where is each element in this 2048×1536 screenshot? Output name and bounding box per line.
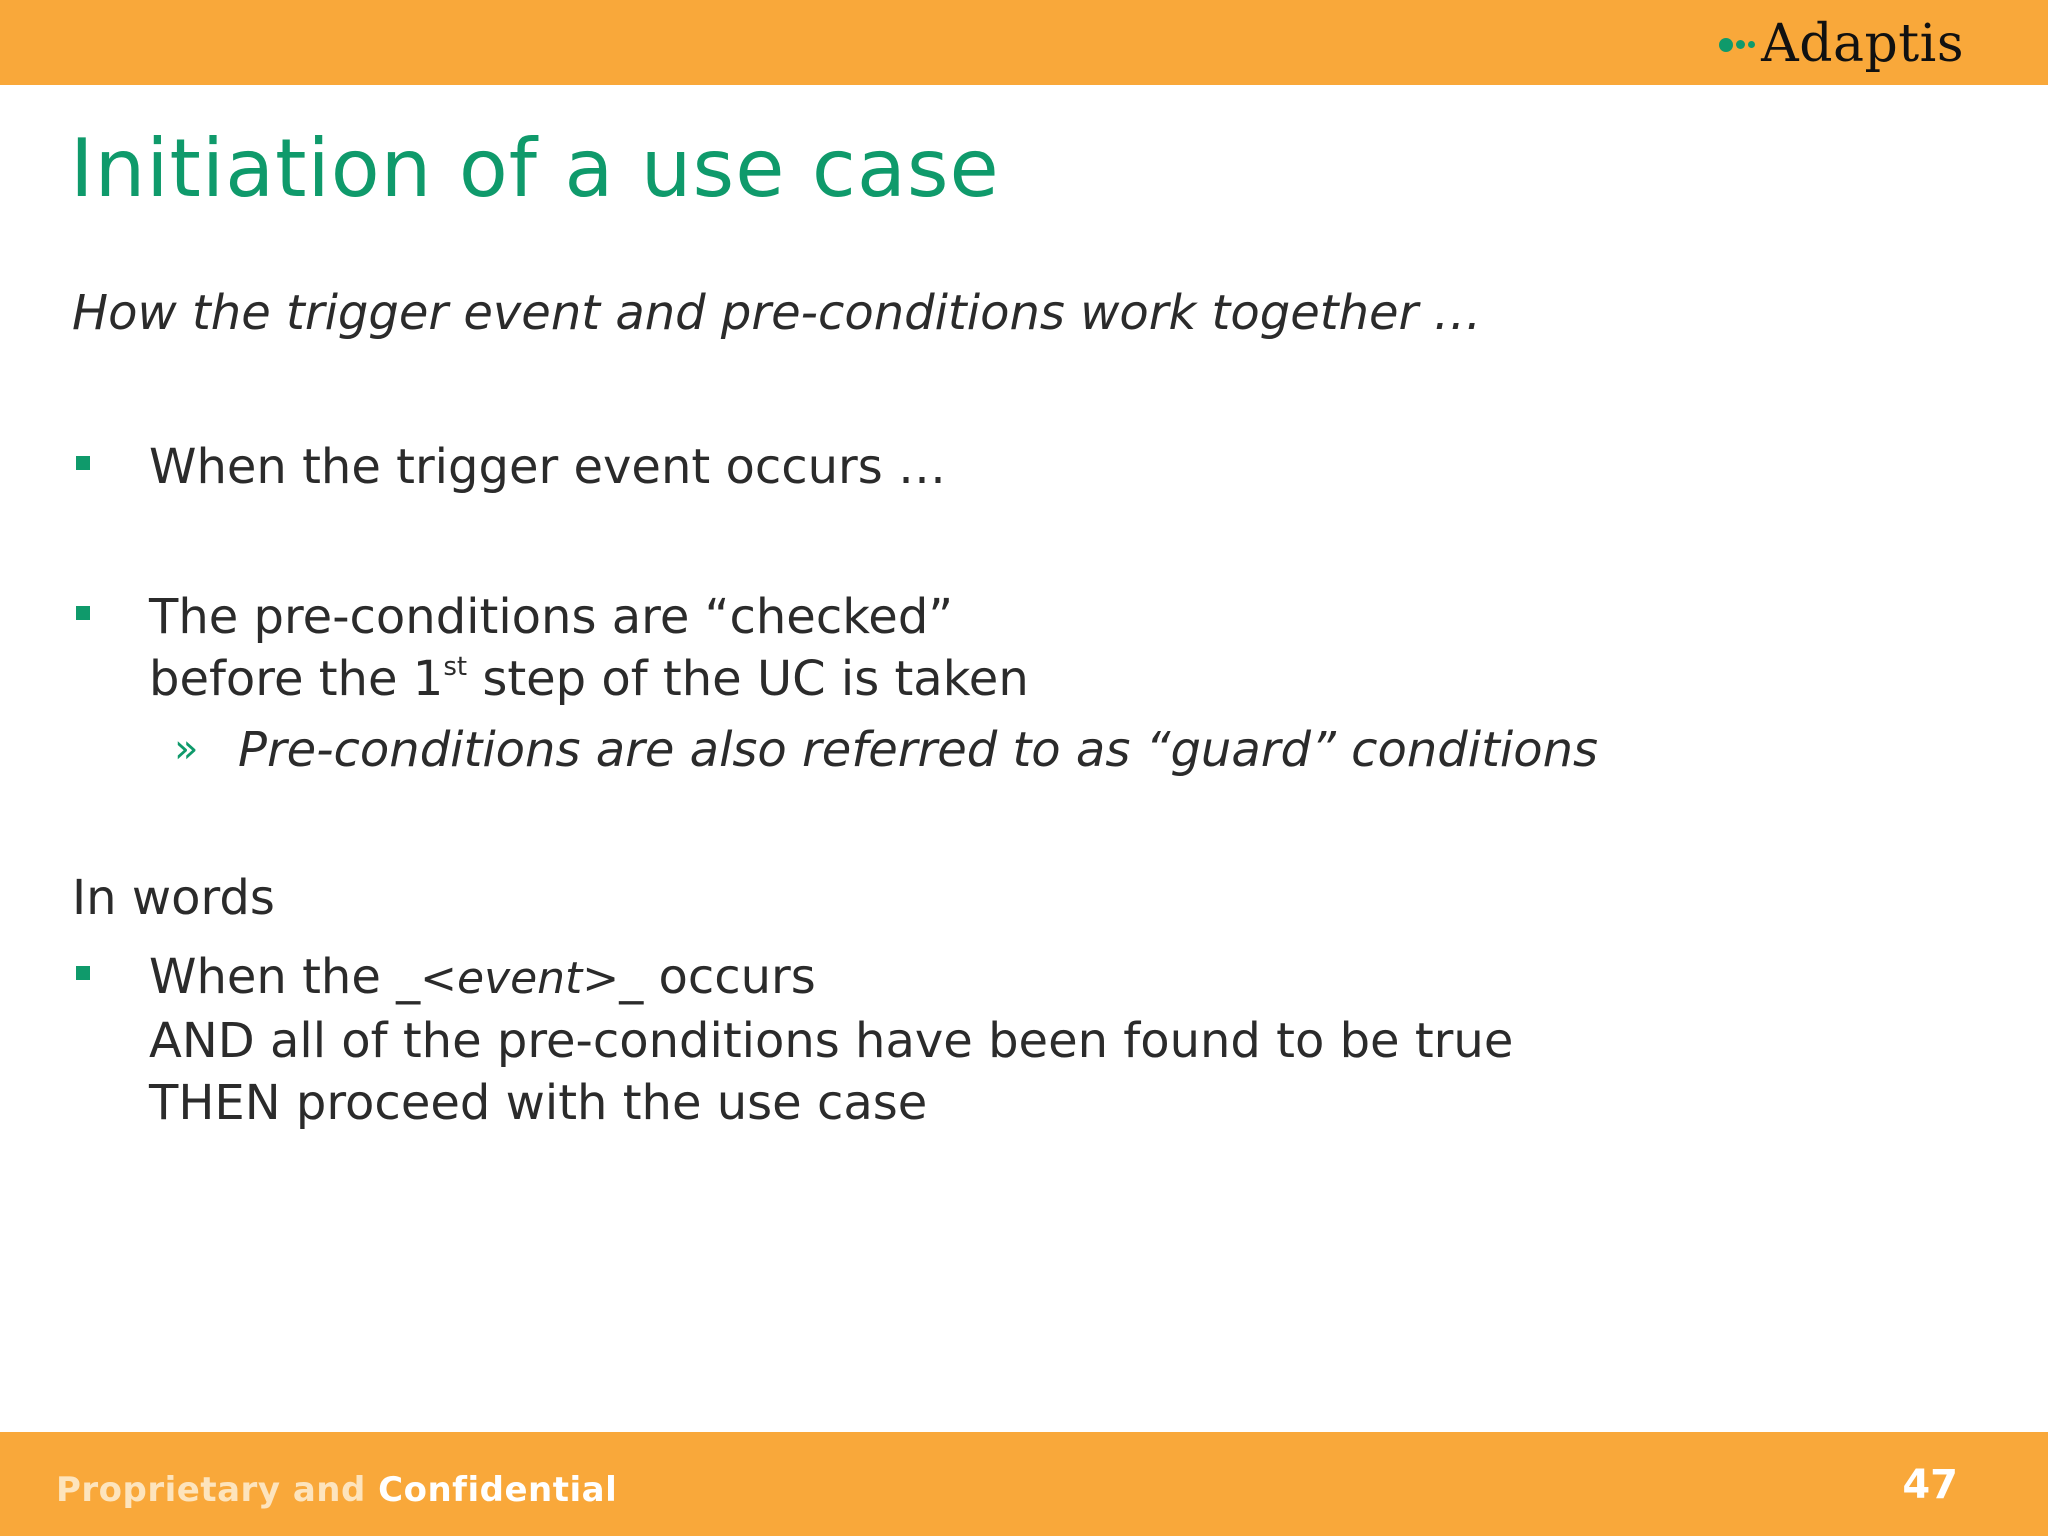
- sub-bullet-guard-conditions: Pre-conditions are also referred to as “guard” conditions: [238, 722, 1599, 778]
- page-number: 47: [1902, 1462, 1958, 1508]
- event-placeholder: <event>: [420, 953, 620, 1004]
- logo-text: Adaptis: [1761, 14, 1964, 74]
- line2-after: step of the UC is taken: [467, 651, 1029, 707]
- bullet-trigger-event: When the trigger event occurs …: [149, 439, 947, 495]
- header-bar: [0, 0, 2048, 85]
- slide-title: Initiation of a use case: [70, 122, 1000, 215]
- bullet-preconditions-line2: [149, 648, 1029, 710]
- footer-label-strong: Confidential: [378, 1470, 618, 1510]
- section-heading: In words: [72, 870, 275, 926]
- bullet-in-words-line1: [149, 946, 1513, 1010]
- line1-suffix: _ occurs: [619, 949, 816, 1005]
- company-logo: [1719, 12, 1964, 76]
- logo-dots-icon: [1719, 34, 1759, 54]
- bullet-in-words-line2: AND all of the pre-conditions have been found to be true: [149, 1013, 1514, 1069]
- chevron-double-right-icon: »: [174, 726, 199, 772]
- bullet-preconditions-line1: The pre-conditions are “checked”: [149, 589, 954, 645]
- bullet-square-icon: [76, 606, 90, 620]
- bullet-square-icon: [76, 966, 90, 980]
- bullet-in-words-line3: THEN proceed with the use case: [149, 1075, 928, 1131]
- line1-prefix: When the _: [149, 949, 421, 1005]
- footer-label-muted: Proprietary and: [56, 1470, 379, 1510]
- bullet-in-words: [149, 946, 1513, 1134]
- slide-subtitle: How the trigger event and pre-conditions work together …: [72, 285, 1482, 341]
- ordinal-superscript: st: [443, 652, 468, 682]
- bullet-preconditions: [149, 586, 1029, 710]
- bullet-square-icon: [76, 456, 90, 470]
- footer-label: [56, 1470, 617, 1510]
- line2-before: before the 1: [149, 651, 444, 707]
